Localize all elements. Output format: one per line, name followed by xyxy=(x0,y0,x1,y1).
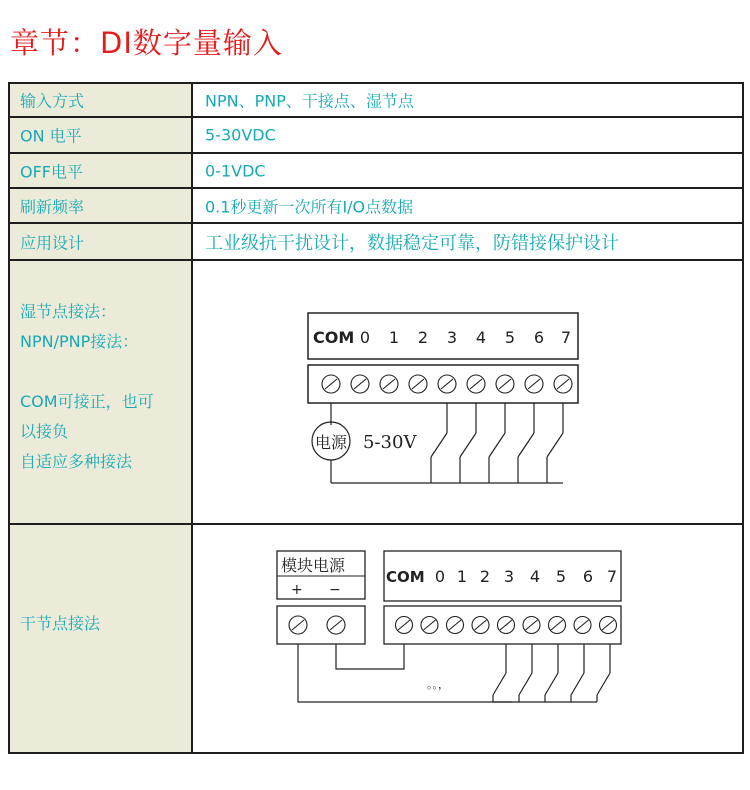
row-label: OFF电平 xyxy=(10,154,193,187)
terminal-number: 0 xyxy=(434,567,446,586)
row-value: 5-30VDC xyxy=(205,125,276,145)
table-row xyxy=(10,84,742,118)
row-value: NPN、PNP、干接点、湿节点 xyxy=(205,91,414,111)
terminal-number: 6 xyxy=(533,328,545,347)
terminal-number: 5 xyxy=(504,328,516,347)
wet-contact-row xyxy=(10,261,742,525)
terminal-number: 0 xyxy=(359,328,371,347)
terminal-number: 7 xyxy=(606,567,618,586)
table-row xyxy=(10,154,742,189)
more-dots: 。。， xyxy=(427,678,449,691)
switch-icon xyxy=(518,403,534,483)
switch-icon xyxy=(545,644,558,702)
wet-line: 湿节点接法： xyxy=(20,302,117,321)
wet-contact-label xyxy=(10,261,193,523)
voltage-label: 5-30V xyxy=(363,432,417,453)
terminal-number: 4 xyxy=(475,328,487,347)
terminal-number: 2 xyxy=(417,328,429,347)
switch-icon xyxy=(571,644,584,702)
spec-table xyxy=(8,82,744,754)
dry-contact-row xyxy=(10,525,742,752)
terminal-number: 5 xyxy=(555,567,567,586)
terminal-number: 2 xyxy=(479,567,491,586)
switch-icon xyxy=(460,403,476,483)
switch-icon xyxy=(597,644,610,702)
plus-label: + xyxy=(291,582,303,598)
module-power-label: 模块电源 xyxy=(281,556,346,575)
terminal-number: 4 xyxy=(529,567,541,586)
terminal-number: 1 xyxy=(388,328,400,347)
power-source-label: 电源 xyxy=(315,433,348,452)
terminal-number: 3 xyxy=(446,328,458,347)
com-terminal-label: COM xyxy=(386,568,425,586)
table-row xyxy=(10,118,742,154)
row-value: 0.1秒更新一次所有I/O点数据 xyxy=(205,197,414,216)
terminal-number: 3 xyxy=(503,567,515,586)
dry-contact-label: 干节点接法 xyxy=(10,525,193,752)
minus-label: − xyxy=(329,582,341,598)
row-label: ON 电平 xyxy=(10,118,193,152)
wet-wiring-diagram xyxy=(193,261,744,523)
wet-line: 以接负 xyxy=(20,422,69,441)
row-value: 工业级抗干扰设计，数据稳定可靠，防错接保护设计 xyxy=(205,232,619,254)
terminal-number: 6 xyxy=(582,567,594,586)
page-title: 章节：DI数字量输入 xyxy=(10,26,283,60)
switch-icon xyxy=(547,403,563,483)
com-terminal-label: COM xyxy=(313,328,355,347)
switch-icon xyxy=(519,644,532,702)
switch-icon xyxy=(489,403,505,483)
wet-contact-diagram-cell xyxy=(193,261,742,523)
dry-contact-diagram-cell xyxy=(193,525,742,752)
wet-line: COM可接正，也可 xyxy=(20,392,154,411)
wet-line xyxy=(20,357,154,387)
row-value: 0-1VDC xyxy=(205,161,266,180)
terminal-number: 7 xyxy=(560,328,572,347)
row-label: 刷新频率 xyxy=(10,189,193,222)
switch-icon xyxy=(431,403,447,483)
dry-wiring-diagram xyxy=(193,525,744,752)
switch-icon xyxy=(493,644,506,702)
table-row xyxy=(10,189,742,224)
row-label: 输入方式 xyxy=(10,84,193,116)
wet-line: 自适应多种接法 xyxy=(20,452,133,471)
terminal-number: 1 xyxy=(456,567,468,586)
row-label: 应用设计 xyxy=(10,224,193,259)
wet-line: NPN/PNP接法： xyxy=(20,332,139,351)
table-row xyxy=(10,224,742,261)
